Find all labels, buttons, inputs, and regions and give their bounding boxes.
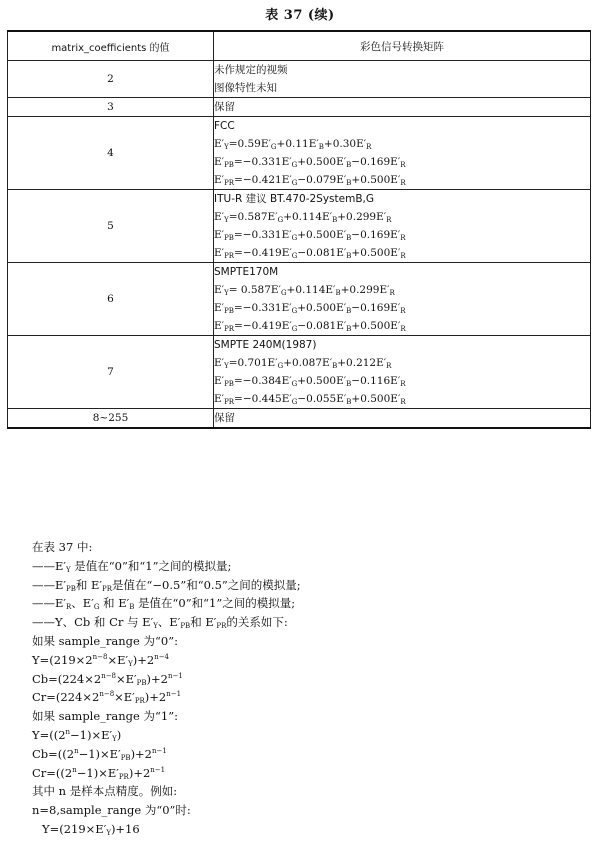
note-line: $Cr=(224\times 2^{n-8}\times E'_{PR})+2^{n-1}$ — [32, 690, 182, 706]
color-matrix-table — [7, 30, 591, 429]
table-row — [8, 263, 591, 336]
matrix-equation: $E'_{PR}=-0.445E'_G-0.055E'_B+0.500E'_R$ — [214, 393, 406, 406]
matrix-standard-label: 保留 — [214, 412, 235, 424]
matrix-equation: $E'_Y= 0.587E'_G+0.114E'_B+0.299E'_R$ — [214, 284, 395, 297]
matrix-standard-label: SMPTE 240M(1987) — [214, 339, 317, 351]
conversion-matrix-cell — [214, 263, 591, 336]
table-title: 表 37 (续) — [265, 8, 335, 23]
matrix-standard-label: ITU-R 建议 BT.470-2SystemB,G — [214, 193, 375, 205]
note-line: $Cb=((2^n-1)\times E'_{PB})+2^{n-1}$ — [32, 746, 167, 762]
table-row — [8, 190, 591, 263]
note-line: $Cb=(224\times 2^{n-8}\times E'_{PB})+2^{n-1}$ — [32, 671, 183, 687]
matrix-equation: $E'_Y=0.701E'_G+0.087E'_B+0.212E'_R$ — [214, 357, 392, 370]
note-line: ——Y、Cb 和 Cr 与 $E'_Y$、$E'_{PB}$和 $E'_{PR}$的关系如下: — [32, 615, 288, 631]
matrix-standard-label: 未作规定的视频 — [214, 64, 288, 76]
conversion-matrix-cell — [214, 190, 591, 263]
matrix-equation: $E'_{PB}=-0.331E'_G+0.500E'_B-0.169E'_R$ — [214, 302, 406, 315]
conversion-matrix-cell — [214, 61, 591, 98]
table-row — [8, 98, 591, 117]
matrix-standard-label: SMPTE170M — [214, 266, 279, 278]
matrix-coefficient-value: 5 — [8, 190, 214, 263]
matrix-equation: $E'_{PB}=-0.331E'_G+0.500E'_B-0.169E'_R$ — [214, 229, 406, 242]
matrix-equation: 图像特性未知 — [214, 82, 277, 94]
matrix-coefficient-value: 4 — [8, 117, 214, 190]
note-line: $Cr=((2^n-1)\times E'_{PR})+2^{n-1}$ — [32, 765, 166, 781]
table-row — [8, 117, 591, 190]
conversion-matrix-cell — [214, 409, 591, 429]
header-matrix-coefficients: matrix_coefficients 的值 — [8, 31, 214, 61]
table-body — [8, 61, 591, 429]
matrix-equation: $E'_{PB}=-0.331E'_G+0.500E'_B-0.169E'_R$ — [214, 156, 406, 169]
note-line: 其中 n 是样本点精度。例如: — [32, 784, 178, 799]
table-row — [8, 409, 591, 429]
matrix-equation: $E'_{PR}=-0.421E'_G-0.079E'_B+0.500E'_R$ — [214, 174, 406, 187]
table-header-row — [8, 31, 591, 61]
note-line: $——E'_R$、$E'_G$ 和 $E'_B$ 是值在“0”和“1”之间的模拟量; — [32, 596, 296, 612]
note-line: 如果 sample_range 为“1”: — [32, 709, 178, 724]
matrix-equation: $E'_{PR}=-0.419E'_G-0.081E'_B+0.500E'_R$ — [214, 247, 406, 260]
note-line: $Y=((2^n-1)\times E'_Y)$ — [32, 727, 122, 743]
matrix-equation: $E'_{PR}=-0.419E'_G-0.081E'_B+0.500E'_R$ — [214, 320, 406, 333]
matrix-standard-label: 保留 — [214, 101, 235, 113]
note-line: $——E'_Y$ 是值在“0”和“1”之间的模拟量; — [32, 558, 232, 574]
header-color-conversion-matrix: 彩色信号转换矩阵 — [214, 31, 591, 61]
matrix-equation: $E'_Y=0.587E'_G+0.114E'_B+0.299E'_R$ — [214, 211, 392, 224]
note-line: n=8,sample_range 为“0”时: — [32, 803, 191, 818]
conversion-matrix-cell — [214, 98, 591, 117]
note-line: $Y=(219\times E'_Y)+16$ — [42, 821, 140, 837]
table-notes — [32, 538, 592, 839]
matrix-coefficient-value: 3 — [8, 98, 214, 117]
table-row — [8, 336, 591, 409]
note-line: 如果 sample_range 为“0”: — [32, 633, 178, 648]
matrix-equation: $E'_{PB}=-0.384E'_G+0.500E'_B-0.116E'_R$ — [214, 375, 406, 388]
conversion-matrix-cell — [214, 336, 591, 409]
conversion-matrix-cell — [214, 117, 591, 190]
note-line: 在表 37 中: — [32, 540, 93, 554]
matrix-standard-label: FCC — [214, 120, 235, 132]
note-line: $Y=(219\times 2^{n-8}\times E'_Y)+2^{n-4}$ — [32, 652, 170, 668]
matrix-coefficient-value: 2 — [8, 61, 214, 98]
note-line: $——E'_{PB}$和 $E'_{PR}$是值在“−0.5”和“0.5”之间的模拟量; — [32, 577, 301, 593]
matrix-equation: $E'_Y=0.59E'_G+0.11E'_B+0.30E'_R$ — [214, 138, 372, 151]
matrix-coefficient-value: 6 — [8, 263, 214, 336]
matrix-coefficient-value: 7 — [8, 336, 214, 409]
table-row — [8, 61, 591, 98]
matrix-coefficient-value: 8~255 — [8, 409, 214, 429]
